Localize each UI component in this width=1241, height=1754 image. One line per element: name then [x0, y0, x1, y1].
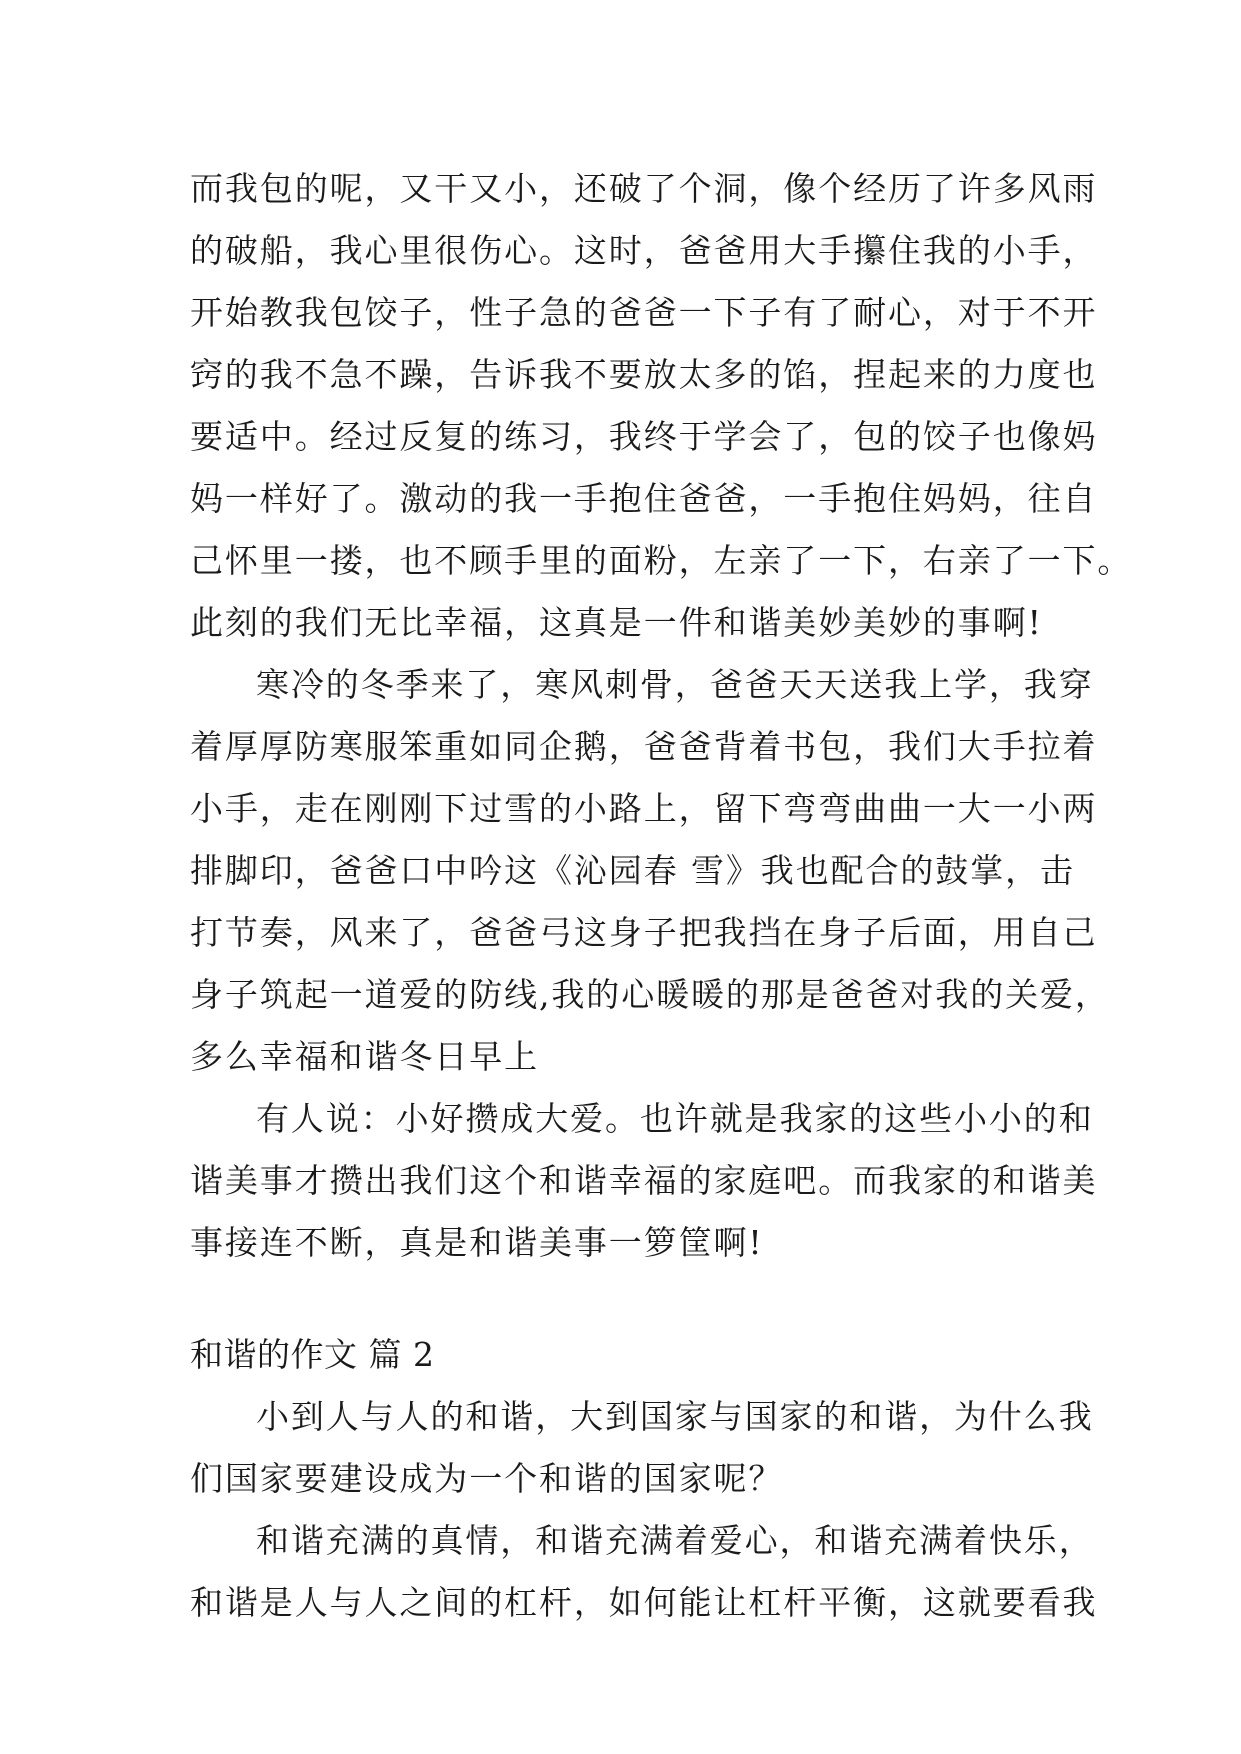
text-line: 己怀里一搂，也不顾手里的面粉，左亲了一下，右亲了一下。	[190, 541, 1133, 580]
text-line: 的破船，我心里很伤心。这时，爸爸用大手攥住我的小手，	[190, 231, 1098, 270]
text-line: 排脚印，爸爸口中吟这《沁园春 雪》我也配合的鼓掌，击	[190, 851, 1075, 890]
text-line: 们国家要建设成为一个和谐的国家呢？	[190, 1459, 784, 1498]
text-line: 开始教我包饺子，性子急的爸爸一下子有了耐心，对于不开	[190, 293, 1098, 332]
text-line: 小到人与人的和谐，大到国家与国家的和谐，为什么我	[256, 1397, 1094, 1436]
text-line: 事接连不断，真是和谐美事一箩筐啊!	[190, 1223, 764, 1262]
text-line: 和谐是人与人之间的杠杆，如何能让杠杆平衡，这就要看我	[190, 1583, 1098, 1622]
text-line: 而我包的呢，又干又小，还破了个洞，像个经历了许多风雨	[190, 169, 1098, 208]
text-line: 此刻的我们无比幸福，这真是一件和谐美妙美妙的事啊!	[190, 603, 1043, 642]
text-line: 打节奏，风来了，爸爸弓这身子把我挡在身子后面，用自己	[190, 913, 1098, 952]
section-heading: 和谐的作文 篇 2	[190, 1335, 435, 1374]
text-line: 小手，走在刚刚下过雪的小路上，留下弯弯曲曲一大一小两	[190, 789, 1098, 828]
text-line: 有人说：小好攒成大爱。也许就是我家的这些小小的和	[256, 1099, 1094, 1138]
text-line: 妈一样好了。激动的我一手抱住爸爸，一手抱住妈妈，往自	[190, 479, 1098, 518]
text-line: 要适中。经过反复的练习，我终于学会了，包的饺子也像妈	[190, 417, 1098, 456]
text-line: 多么幸福和谐冬日早上	[190, 1037, 539, 1076]
text-line: 寒冷的冬季来了，寒风刺骨，爸爸天天送我上学，我穿	[256, 665, 1094, 704]
text-line: 身子筑起一道爱的防线,我的心暖暖的那是爸爸对我的关爱，	[190, 975, 1110, 1014]
text-line: 谐美事才攒出我们这个和谐幸福的家庭吧。而我家的和谐美	[190, 1161, 1098, 1200]
text-line: 窍的我不急不躁，告诉我不要放太多的馅，捏起来的力度也	[190, 355, 1098, 394]
text-line: 和谐充满的真情，和谐充满着爱心，和谐充满着快乐，	[256, 1521, 1094, 1560]
text-line: 着厚厚防寒服笨重如同企鹅，爸爸背着书包，我们大手拉着	[190, 727, 1098, 766]
